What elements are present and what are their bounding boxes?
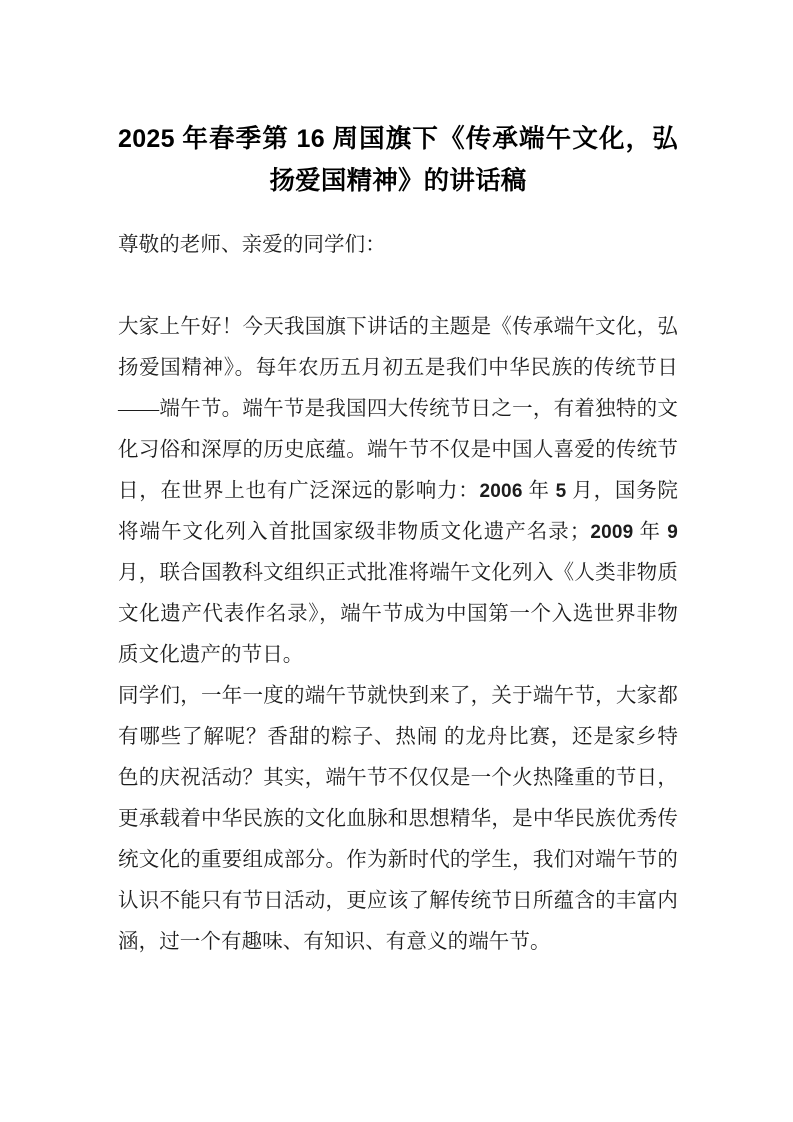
page-title	[118, 118, 678, 201]
inline-number: 9	[667, 522, 678, 543]
title-year-number: 2025	[118, 125, 175, 153]
paragraph-1	[118, 307, 678, 676]
inline-number: 5	[555, 481, 567, 502]
inline-text: 大家上午好！今天我国旗下讲话的主题是《传承端午文化，弘扬爱国精神》。每年农历五月初五是我们中华民族的传统节日——端午节。端午节是我国四大传统节日之一，有着独特的文化习俗和深厚的历史底蕴。端午节不仅是中国人喜爱的传统节日，在世界上也有广泛深远的影响力：	[118, 316, 678, 502]
paragraph-2	[118, 676, 678, 963]
inline-text: 月，国务院将端午文化列入首批国家级非物质文化遗产名录；	[118, 480, 678, 543]
inline-text: 月，联合国教科文组织正式批准将端午文化列入《人类非物质文化遗产代表作名录》，端午节成为中国第一个入选世界非物质文化遗产的节日。	[118, 562, 678, 666]
document-body	[118, 118, 678, 963]
inline-text: 年	[633, 521, 668, 543]
inline-text: 年	[522, 480, 556, 502]
inline-text: 同学们，一年一度的端午节就快到来了，关于端午节，大家都有哪些了解呢？香甜的粽子、热闹 的龙舟比赛，还是家乡特色的庆祝活动？其实，端午节不仅仅是一个火热隆重的节日，更承载着中华民族的文化血脉和思想精华，是中华民族优秀传统文化的重要组成部分。作为新时代的学生，我们对端午节的认识不能只有节日活动，更应该了解传统节日所蕴含的丰富内涵，过一个有趣味、有知识、有意义的端午节。	[118, 685, 678, 953]
inline-number: 2006	[479, 481, 523, 502]
salutation-spacer	[118, 266, 678, 307]
title-segment-suffix: 周国旗下《传承端午文化，	[324, 124, 653, 153]
title-week-number: 16	[296, 125, 325, 153]
inline-number: 2009	[590, 522, 634, 543]
title-segment-mid: 年春季第	[174, 124, 297, 153]
salutation-line: 尊敬的老师、亲爱的同学们：	[118, 234, 386, 256]
title-segment-line2: 弘扬爱国精神》的讲话稿	[269, 124, 678, 195]
